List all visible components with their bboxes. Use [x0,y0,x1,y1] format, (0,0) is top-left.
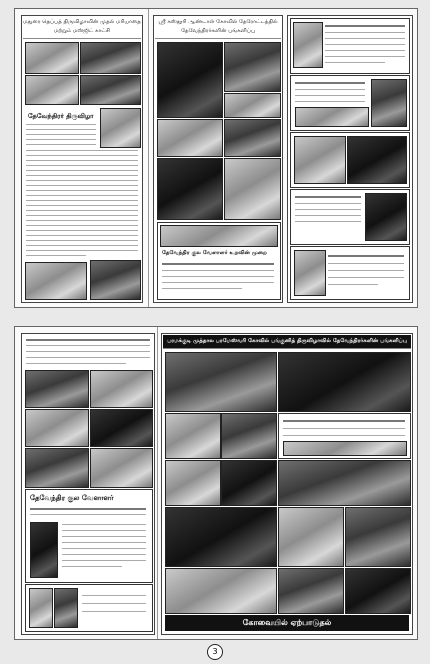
photo-br-2 [278,352,411,412]
photo-temple-front [25,42,79,74]
photo-chariot [157,42,223,118]
photo-leaders [224,119,281,157]
top-fold-line [148,9,149,307]
page-number: 3 [207,644,223,660]
photo-portrait-bottom [25,262,87,300]
bottom-sheet [14,326,418,640]
photo-br-6 [221,460,277,506]
photo-br-3 [165,413,221,459]
top-mid-column [153,15,283,303]
photo-br-notice [283,441,407,456]
photo-bl-5 [25,448,89,488]
ad-br-notice [278,413,411,459]
ad-title: தேவேந்திர குல வேளாளர் [30,494,114,502]
photo-crowd-1 [224,93,281,118]
photo-br-7 [278,460,411,506]
top-left-header: மதுரை தெப்பத் திருவிழாவின் முதல் மரியாதை மற்றும் மஸ்ஜிட் காட்சி [23,18,141,39]
photo-bl-1 [25,370,89,408]
photo-shrine [100,108,141,148]
photo-ad-2b [295,107,369,127]
mid-notice-box [157,222,281,300]
photo-br-1 [165,352,277,412]
photo-br-4 [221,413,277,459]
ad-notice-3 [290,132,410,188]
photo-deity-idol [224,42,281,92]
bottom-right-header: பரமக்குடி முத்தால பரமேஸ்வரி கோவில் பங்குனித் திருவிழாவில் தேவேந்திரர்களின் பங்களிப்பு [163,335,411,349]
bottom-fold-line [157,327,158,639]
photo-group-bottom-left [90,260,141,300]
photo-bl-3 [25,409,89,447]
mid-caption: தேவேந்திர குல வேளாளர் உறவின் முறை [162,250,267,256]
ad-bottom-left [25,584,153,632]
photo-ad-1 [293,22,323,68]
ad-notice-5 [290,246,410,300]
footer-bar: கோவையில் ஏற்பாடுதல் [165,615,409,631]
photo-devotees [80,75,141,105]
top-mid-header: ஸ்ரீ கஸ்தூரி ஆண்டாள் கோவில் தேரோட்டத்தில் தேவேந்திரர்களின் பங்களிப்பு [155,18,281,39]
photo-br-9 [278,507,344,567]
photo-temple-tower [157,158,223,220]
photo-bl-4 [90,409,153,447]
photo-procession [80,42,141,74]
photo-br-11 [165,568,277,614]
article-title: தேவேந்திரர் திருவிழா [28,112,94,120]
photo-row-small [160,225,278,247]
photo-br-13 [345,568,411,614]
ad-notice-4 [290,189,410,245]
photo-ad-3 [294,136,346,184]
photo-br-8 [165,507,277,567]
ad-notice-2 [290,75,410,131]
bottom-left-column [21,333,155,635]
photo-deity-ad [365,193,407,241]
photo-bl-2 [90,370,153,408]
top-sheet [14,8,418,308]
photo-br-5 [165,460,221,506]
bottom-right-area [161,333,413,635]
photo-br-10 [345,507,411,567]
photo-ad-2 [371,79,407,127]
photo-crowd-2 [157,119,223,157]
ad-association [25,489,153,583]
photo-ad-5 [294,250,326,296]
photo-procession-2 [224,158,281,220]
ad-notice-1 [290,18,410,74]
photo-ad-3b [347,136,407,184]
photo-deity-left [30,522,58,578]
photo-bl-6 [90,448,153,488]
photo-portrait-2 [54,588,78,628]
photo-br-12 [278,568,344,614]
top-left-column [21,15,143,303]
top-right-column [287,15,413,303]
photo-teppam-tank [25,75,79,105]
photo-portrait-1 [29,588,53,628]
